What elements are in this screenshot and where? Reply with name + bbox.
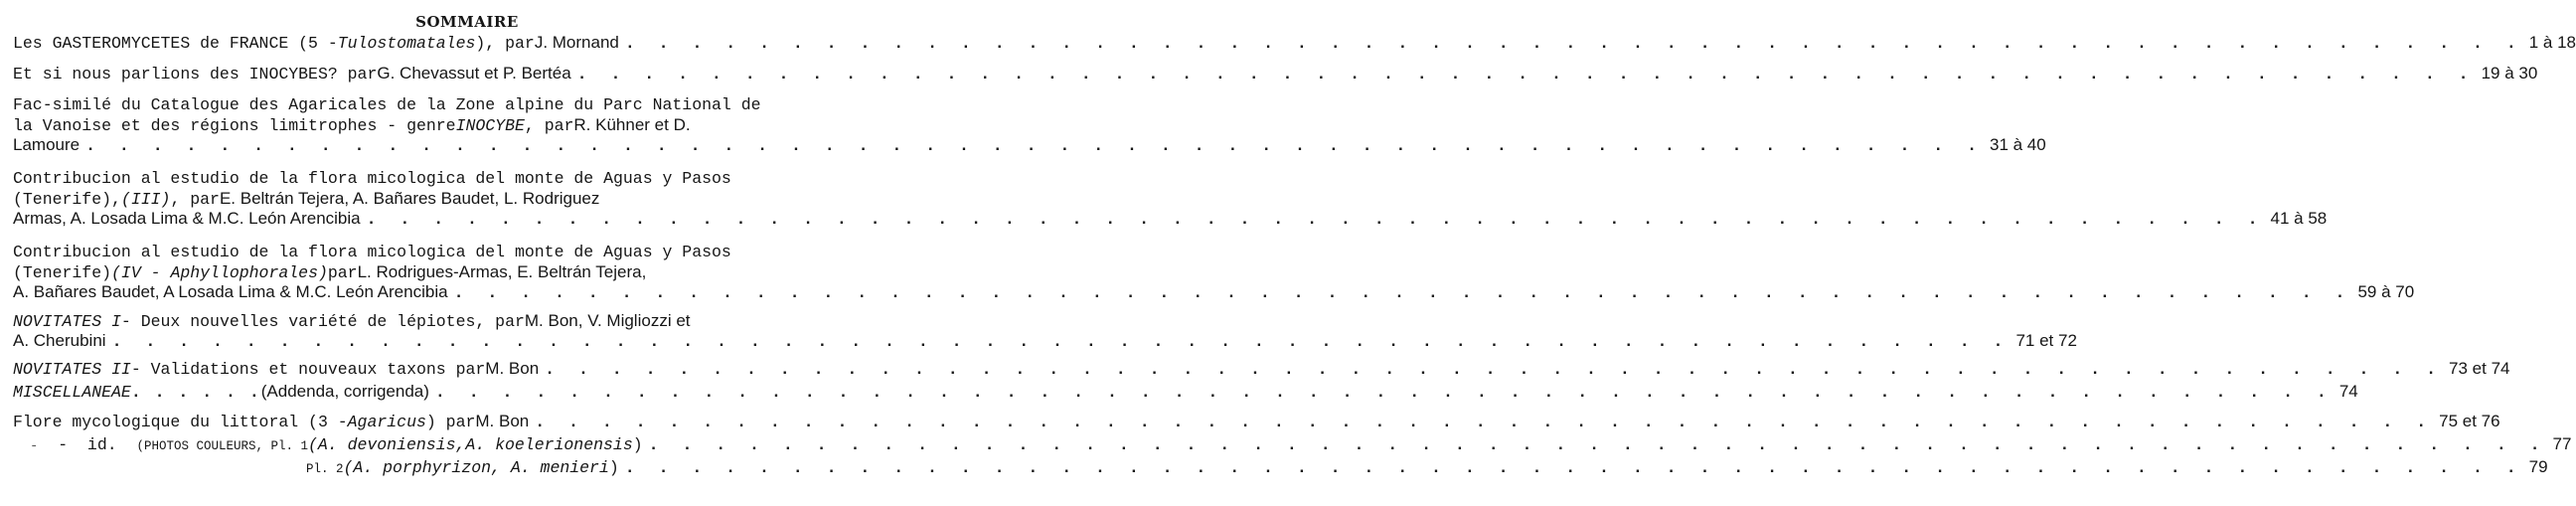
page-title: SOMMAIRE <box>415 13 519 31</box>
dash-mark: - <box>30 438 39 454</box>
inner-dots: . . . . . . <box>130 383 261 402</box>
toc-entry[interactable] <box>13 359 2510 379</box>
dot-leader: . . . . . . . . . . . . . . . . . . . . . . . . . . . . . . . . . . . . . . . . . . . . . . . . . . . . . . . . . <box>648 435 2547 454</box>
entry-author: M. Bon <box>485 359 540 378</box>
entry-pages: 74 <box>2338 382 2358 401</box>
dot-leader: . . . . . . . . . . . . . . . . . . . . . . . . . . . . . . . . . . . . . . . . . . . . . . . . . . . . . . . . . <box>576 65 2476 84</box>
entry-text: Flore mycologique du littoral (3 - <box>13 413 348 431</box>
entry-italic: Agaricus <box>347 413 426 431</box>
entry-text: - Deux nouvelles variété de lépiotes, par <box>120 312 525 331</box>
entry-author: Armas, A. Losada Lima & M.C. León Arencibia <box>13 209 361 228</box>
entry-small: (PHOTOS COULEURS, Pl. 1 <box>136 439 308 453</box>
entry-pages: 77 <box>2552 434 2572 453</box>
entry-author: E. Beltrán Tejera, A. Bañares Baudet, L. Rodriguez <box>219 189 600 208</box>
entry-author: A. Cherubini <box>13 331 106 350</box>
entry-small: Pl. 2 <box>306 462 344 476</box>
entry-author: Lamoure <box>13 135 80 154</box>
entry-italic: MISCELLANEAE <box>13 383 131 402</box>
entry-italic: (A. devoniensis,A. koelerionensis <box>307 435 633 454</box>
entry-text: Les GASTEROMYCETES de FRANCE (5 - <box>13 34 338 53</box>
entry-author: G. Chevassut et P. Bertéa <box>377 64 571 83</box>
entry-italic: INOCYBE <box>455 116 525 135</box>
toc-entry[interactable] <box>13 311 2077 351</box>
toc-entry[interactable] <box>13 33 2576 53</box>
entry-text: la Vanoise et des régions limitrophes - genre <box>13 116 456 135</box>
entry-text: ) <box>608 458 619 477</box>
entry-italic: (A. porphyrizon, A. menieri <box>343 458 609 477</box>
toc-entry[interactable] <box>13 243 2415 302</box>
entry-text: - id. <box>38 435 137 454</box>
entry-pages: 1 à 18 <box>2528 33 2576 52</box>
entry-text: ) par <box>425 413 476 431</box>
dot-leader: . . . . . . . . . . . . . . . . . . . . . . . . . . . . . . . . . . . . . . . . . . . . . . . . . . . . . . . . . <box>85 136 1984 155</box>
dot-leader: . . . . . . . . . . . . . . . . . . . . . . . . . . . . . . . . . . . . . . . . . . . . . . . . . . . . . . . . . <box>535 413 2434 431</box>
entry-italic: (III) <box>120 190 171 209</box>
entry-italic: (IV - Aphyllophorales) <box>111 263 328 282</box>
entry-pages: 71 et 72 <box>2015 331 2077 350</box>
entry-italic: Tulostomatales <box>337 34 476 53</box>
dot-leader: . . . . . . . . . . . . . . . . . . . . . . . . . . . . . . . . . . . . . . . . . . . . . . . . . . . . . . . . . <box>453 283 2352 302</box>
entry-pages: 79 <box>2528 457 2548 476</box>
dot-leader: . . . . . . . . . . . . . . . . . . . . . . . . . . . . . . . . . . . . . . . . . . . . . . . . . . . . . . . . . <box>366 210 2265 229</box>
toc-entry[interactable] <box>13 412 2500 431</box>
entry-text: Fac-similé du Catalogue des Agaricales de la Zone alpine du Parc National de <box>13 95 761 114</box>
entry-text: (Tenerife), <box>13 190 121 209</box>
entry-text: Contribucion al estudio de la flora micologica del monte de Aguas y Pasos <box>13 243 731 261</box>
entry-author: M. Bon, V. Migliozzi et <box>524 311 691 330</box>
toc-entry[interactable] <box>13 169 2328 229</box>
dot-leader: . . . . . . . . . . . . . . . . . . . . . . . . . . . . . . . . . . . . . . . . . . . . . . . . . . . . . . . . . <box>624 458 2523 477</box>
entry-text: (Tenerife) <box>13 263 112 282</box>
entry-text: ), par <box>475 34 535 53</box>
toc-entry[interactable] <box>13 64 2538 84</box>
entry-text: Et si nous parlions des INOCYBES? par <box>13 65 378 84</box>
entry-text: - Validations et nouveaux taxons par <box>130 360 486 379</box>
toc-entry[interactable] <box>13 382 2358 402</box>
toc-entry[interactable] <box>306 457 2548 477</box>
entry-author: J. Mornand <box>534 33 619 52</box>
entry-author: R. Kühner et D. <box>573 115 691 134</box>
dot-leader: . . . . . . . . . . . . . . . . . . . . . . . . . . . . . . . . . . . . . . . . . . . . . . . . . . . . . . . . . <box>434 383 2334 402</box>
entry-author: L. Rodrigues-Armas, E. Beltrán Tejera, <box>357 262 647 281</box>
dot-leader: . . . . . . . . . . . . . . . . . . . . . . . . . . . . . . . . . . . . . . . . . . . . . . . . . . . . . . . . . <box>111 332 2011 351</box>
toc-entry[interactable] <box>30 434 2572 454</box>
entry-text: ) <box>632 435 643 454</box>
entry-pages: 59 à 70 <box>2357 282 2415 301</box>
entry-text: , par <box>524 116 574 135</box>
entry-italic: NOVITATES II <box>13 360 131 379</box>
entry-author: M. Bon <box>475 412 530 430</box>
dot-leader: . . . . . . . . . . . . . . . . . . . . . . . . . . . . . . . . . . . . . . . . . . . . . . . . . . . . . . . . . <box>624 34 2523 53</box>
entry-author: A. Bañares Baudet, A Losada Lima & M.C. León Arencibia <box>13 282 448 301</box>
toc-entry[interactable] <box>13 95 2046 155</box>
entry-pages: 75 et 76 <box>2439 412 2500 430</box>
entry-italic: NOVITATES I <box>13 312 121 331</box>
entry-text: par <box>327 263 358 282</box>
entry-pages: 73 et 74 <box>2449 359 2510 378</box>
entry-text: , par <box>170 190 220 209</box>
dot-leader: . . . . . . . . . . . . . . . . . . . . . . . . . . . . . . . . . . . . . . . . . . . . . . . . . . . . . . . . . <box>545 360 2444 379</box>
entry-pages: 41 à 58 <box>2270 209 2328 228</box>
entry-text: Contribucion al estudio de la flora micologica del monte de Aguas y Pasos <box>13 169 731 188</box>
entry-text: (Addenda, corrigenda) <box>260 382 429 401</box>
entry-pages: 31 à 40 <box>1990 135 2046 154</box>
entry-pages: 19 à 30 <box>2481 64 2538 83</box>
